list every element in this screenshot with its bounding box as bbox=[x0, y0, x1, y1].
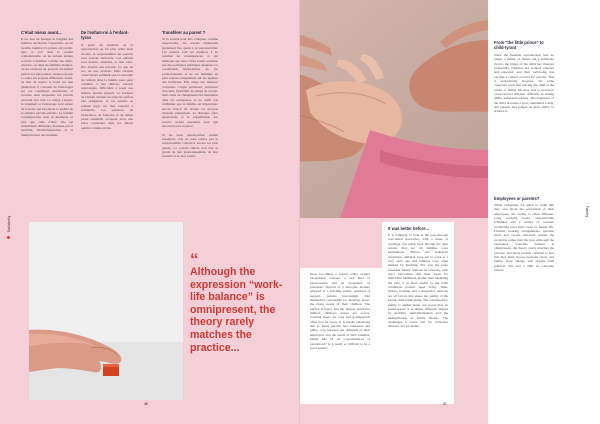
left-side-label: Solidarity bbox=[7, 215, 11, 232]
hands-photo bbox=[300, 0, 488, 218]
left-folio: 46 bbox=[144, 402, 148, 406]
quote-mark-icon: “ bbox=[190, 250, 198, 269]
col-a-body: Does becoming a parent really require exceptional courage, a rare kind of perseverance and an acceptance of privation? Devoid of a surrogate mother, stripped of a full-time nanny, deprived of support, parents increasingly find themselves responsible for meeting, alone, the many needs of their children. The burden is heavy and the support structures limited: childcare places are scarce, working hours are long and grandparents often live far away. It is hardly surprising that so many parents feel exhausted and guilty, torn between the demands of their employers and the needs of their families. Might this be an overestimation of parenthood? Is it really so difficult to be a good parent? bbox=[310, 272, 370, 350]
col3-heading: Transférer au parent ? bbox=[162, 30, 206, 35]
col-c-heading: From “the little prince” to child-tyrant bbox=[494, 40, 544, 50]
left-dot-icon bbox=[7, 236, 10, 239]
col1-heading: C'était mieux avant... bbox=[21, 30, 62, 35]
hand-photo bbox=[29, 222, 183, 400]
col-b-heading: It was better before... bbox=[388, 226, 429, 231]
col3-body: Si la société peut être critiquée, comme responsable, les acteurs demeurent également liés quant à la responsabilité. Les parents sont les premiers à en assumer les conséquences, ce qui implique que leurs choix soient soutenus par des politiques publiques adaptées. La conciliation harmonieuse de vie professionnelle et de vie familiale ne peut reposer uniquement sur les épaules des individus. Elle exige des mesures concrètes: congés parentaux, structures d'accueil, flexibilité du temps de travail, mais aussi un changement des mentalités dans les entreprises. Il ne suffit pas d'affirmer que la famille est importante; encore faut-il lui donner les moyens d'exister pleinement. Le dialogue entre générations et la transmission des savoirs restent essentiels pour que chacun trouve sa place. Si les liens parent-enfant restent essentiels, cela ne nous enlève pas la responsabilité collective envers les plus jeunes. La société entière doit être le garant de leur épanouissement, de leur sécurité et de leur avenir. bbox=[162, 37, 218, 159]
hand-photo-image bbox=[29, 222, 183, 400]
col-c-body2: While companies are quick to claim that they care about the well-being of their employees, the reality is often different. Long working hours, unpredictable schedules and a culture of constant availability leave little room for family life. Flexible working arrangements, parental leave and on-site childcare remain the exception rather than the rule. Although the expression work-life balance is omnipresent, the theory rarely matches the practice, and many parents continue to feel that they must choose between career and family. Real change will require both political will and a shift in corporate culture. bbox=[494, 203, 554, 273]
right-side-label: Family bbox=[585, 206, 589, 218]
pull-quote: Although the expression “work-life balance” is omnipresent, the theory rarely matches the practice... bbox=[190, 266, 283, 354]
col-c-heading2: Employees or parents? bbox=[494, 196, 540, 201]
right-folio: 47 bbox=[443, 402, 447, 406]
col-c-body: Since the moment reproduction was no longer a matter of chance but a deliberate choice, the image of the child has changed profoundly. Children are wanted, planned and expected, and their well-being has become a central concern for parents. This is undoubtedly progress. Yet some observers warn that placing the child at the centre of family life may lead to excesses: overprotected children, difficulty in setting limits, exhausted parents. The happiness of the child becomes a goal, sometimes a duty, and parents feel judged on their ability to achieve it. bbox=[494, 53, 554, 114]
col1-body: Il est aisé de fustiger la fragilité des familles nucléaires. Cependant, aucun modèle familial n'a jamais été parfait. Que ce soit dans la société préindustrielle, où les enfants étaient souvent considérés comme une main-d'œuvre, ou dans les familles élargies, où les relations de pouvoir écrasaient parfois les plus jeunes, chaque époque a connu ses propres difficultés. Aussi, au lieu de rejeter la faute sur une génération, il convient de s'interroger sur les conditions matérielles et sociales dans lesquelles les parents exercent leur rôle. Le temps, l'argent, le logement et l'entourage sont autant de facteurs qui façonnent la qualité de la relation parents-enfants. La famille contemporaine n'est ni meilleure ni pire que celle d'hier: elle est simplement différente, marquée par la mobilité, l'individualisation et la multiplication des modèles. bbox=[21, 37, 73, 137]
col2-body: À partir du moment où la reproduction ne fut plus subie mais choisie, la responsabilité des parents s'est trouvée renforcée. Les enfants sont désirés, attendus, et leur bien-être devient une priorité. Ce qui, en soi, est une avancée. Mais certains observateurs estiment que la centralité de l'enfant dans la famille peut aussi conduire à des dérives: enfants surprotégés, difficultés à poser des limites, parents épuisés. Le bonheur de l'enfant devient un objectif, parfois une obligation, et les parents se sentent jugés sur leur capacité à l'atteindre. Les questions de l'éducation, de l'autorité et du temps passé ensemble occupent alors une place croissante dans les débats publics comme privés. bbox=[81, 43, 133, 130]
col2-heading: De l'enfant-roi à l'enfant-tyran bbox=[81, 30, 129, 40]
col-b-body: It is tempting to look at the past through rose-tinted spectacles, with a sense of nostalgia, but going back through the ages reveals that not all families were harmonious. Before the industrial revolution, children were put to work at a very early age and families were often marked by hardship. Nor was the large extended family without its tensions, with strict hierarchies and little room for individual fulfilment. Rather than idealising the past, it is more useful to ask what conditions parents need today. Time, money, housing and a supportive network are all factors that shape the quality of the parent-child relationship. The contemporary family is neither better nor worse than its predecessors: it is simply different, shaped by mobility, individualisation and the multiplication of family models. The challenges it faces call for collective answers, not for blame. bbox=[388, 233, 448, 329]
hands-photo-image bbox=[300, 0, 488, 218]
right-page bbox=[300, 0, 600, 424]
